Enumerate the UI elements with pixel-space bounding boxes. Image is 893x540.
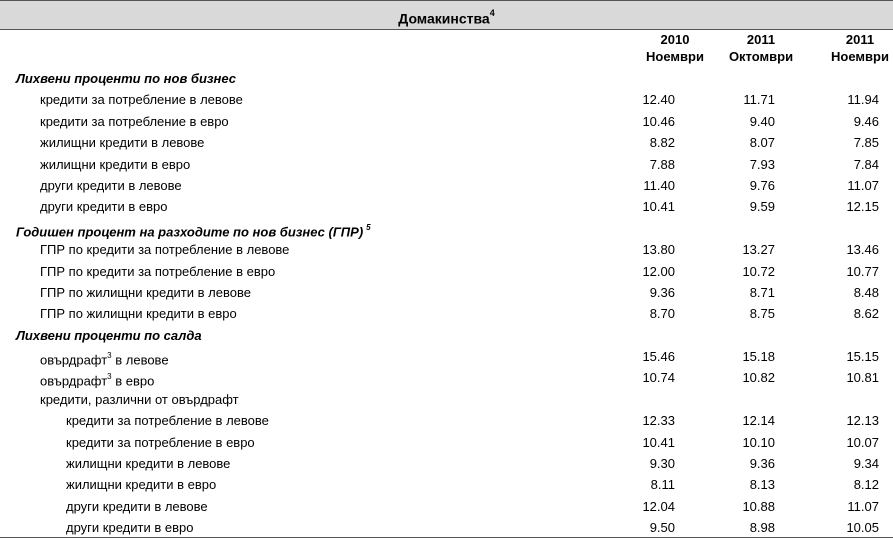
section-title-text: Годишен процент на разходите по нов бизнес (ГПР) (16, 224, 364, 240)
row-value-col-2: 9.59 (749, 199, 775, 215)
row-value-col-1: 9.50 (649, 520, 675, 536)
row-label (40, 89, 243, 110)
row-label (66, 517, 193, 538)
row-value-col-2: 13.27 (742, 242, 775, 258)
row-label (40, 389, 239, 410)
table-row (0, 303, 893, 324)
row-label (66, 410, 269, 431)
column-month: Ноември (831, 49, 889, 64)
row-label-text: жилищни кредити в евро (66, 477, 217, 493)
row-value-col-3: 11.94 (847, 92, 879, 108)
row-label (66, 496, 208, 517)
row-value-col-3: 15.15 (846, 349, 879, 365)
column-header-2011-november (815, 31, 893, 65)
row-value-col-2: 9.36 (749, 456, 775, 472)
row-value-col-1: 10.41 (642, 199, 675, 215)
row-label-text: други кредити в евро (40, 199, 168, 215)
column-header-2010-november (630, 31, 720, 65)
row-label-text: ГПР по жилищни кредити в евро (40, 306, 237, 322)
row-label-text: кредити за потребление в левове (40, 92, 243, 108)
table-row (0, 261, 893, 282)
row-value-col-1: 9.36 (649, 284, 675, 300)
table-row (0, 346, 893, 367)
row-label-text: кредити за потребление в левове (66, 413, 269, 429)
row-label-text: други кредити в левове (66, 498, 208, 514)
row-value-col-3: 10.81 (846, 370, 879, 386)
row-label (40, 196, 167, 217)
table-row (0, 410, 893, 431)
column-year: 2010 (660, 32, 690, 47)
row-value-col-2: 10.82 (742, 370, 775, 386)
table-title-footnote: 4 (489, 8, 495, 18)
row-value-col-1: 8.70 (649, 306, 675, 322)
row-value-col-2: 8.07 (749, 135, 775, 151)
row-label (40, 303, 237, 324)
row-value-col-3: 10.77 (846, 263, 879, 279)
row-label-text: жилищни кредити в левове (40, 135, 205, 151)
row-value-col-1: 11.40 (643, 177, 675, 193)
section-title (16, 325, 202, 346)
table-bottom-rule (0, 537, 893, 538)
row-label-text: други кредити в евро (66, 520, 194, 536)
row-label (40, 261, 275, 282)
row-value-col-3: 12.13 (846, 413, 879, 429)
column-year: 2011 (845, 32, 875, 47)
section-header-row (0, 325, 893, 346)
table-row (0, 432, 893, 453)
row-label-text: ГПР по жилищни кредити в левове (40, 284, 251, 300)
row-value-col-1: 9.30 (649, 456, 675, 472)
row-value-col-3: 10.07 (846, 434, 879, 450)
row-label-text: кредити, различни от овърдрафт (40, 391, 239, 407)
row-label (40, 132, 204, 153)
table-row (0, 89, 893, 110)
table-row (0, 474, 893, 495)
table-body (0, 68, 893, 539)
row-value-col-2: 8.13 (749, 477, 775, 493)
row-value-col-2: 10.88 (742, 498, 775, 514)
row-footnote: 3 (107, 372, 112, 382)
row-value-col-2: 10.10 (742, 434, 775, 450)
row-value-col-3: 9.46 (853, 113, 879, 129)
row-value-col-2: 15.18 (742, 349, 775, 365)
row-value-col-1: 13.80 (642, 242, 675, 258)
table-row (0, 132, 893, 153)
row-label-text: ГПР по кредити за потребление в левове (40, 242, 290, 258)
table-row (0, 196, 893, 217)
row-value-col-2: 9.40 (749, 113, 775, 129)
table-row (0, 496, 893, 517)
row-label-tail: в евро (111, 373, 155, 389)
row-label-text: ГПР по кредити за потребление в евро (40, 263, 276, 279)
row-value-col-2: 8.75 (749, 306, 775, 322)
table-row (0, 154, 893, 175)
row-value-col-1: 10.41 (642, 434, 675, 450)
row-label (66, 453, 230, 474)
row-value-col-1: 10.74 (642, 370, 675, 386)
row-value-col-3: 11.07 (847, 498, 879, 514)
row-label (40, 175, 182, 196)
row-value-col-1: 8.11 (650, 477, 675, 493)
section-header-row (0, 68, 893, 89)
column-month: Октомври (728, 49, 794, 64)
row-label (66, 474, 216, 495)
row-label (40, 111, 229, 132)
table-title (0, 0, 893, 30)
table-row (0, 367, 893, 388)
row-value-col-2: 8.71 (749, 284, 775, 300)
row-value-col-2: 9.76 (749, 177, 775, 193)
row-value-col-2: 11.71 (743, 92, 775, 108)
row-value-col-1: 7.88 (649, 156, 675, 172)
table-row (0, 282, 893, 303)
table-title-text: Домакинства (398, 10, 490, 27)
section-title-text: Лихвени проценти по салда (16, 327, 202, 343)
row-value-col-3: 8.62 (853, 306, 879, 322)
section-title (16, 68, 236, 89)
table-row (0, 175, 893, 196)
row-value-col-1: 12.04 (642, 498, 675, 514)
row-value-col-3: 12.15 (846, 199, 879, 215)
row-value-col-1: 15.46 (642, 349, 675, 365)
row-value-col-2: 12.14 (742, 413, 775, 429)
row-value-col-3: 10.05 (846, 520, 879, 536)
row-label (40, 239, 289, 260)
row-value-col-2: 10.72 (742, 263, 775, 279)
row-value-col-1: 10.46 (642, 113, 675, 129)
row-value-col-1: 12.00 (642, 263, 675, 279)
row-label-text: други кредити в левове (40, 177, 182, 193)
table-row (0, 111, 893, 132)
section-header-row (0, 218, 893, 239)
column-header-2011-october (716, 31, 806, 65)
section-title-text: Лихвени проценти по нов бизнес (16, 71, 237, 86)
row-value-col-3: 11.07 (847, 177, 879, 193)
row-footnote: 3 (107, 351, 112, 361)
row-value-col-1: 12.33 (642, 413, 675, 429)
column-year: 2011 (746, 32, 776, 47)
row-label-text: жилищни кредити в евро (40, 156, 191, 172)
row-label-tail: в левове (111, 352, 169, 368)
row-label-text: жилищни кредити в левове (66, 456, 231, 472)
column-month: Ноември (646, 49, 704, 64)
row-label-text: овърдрафт (40, 352, 108, 368)
row-value-col-3: 7.84 (853, 156, 879, 172)
row-label (40, 154, 190, 175)
row-value-col-2: 8.98 (749, 520, 775, 536)
row-label-text: кредити за потребление в евро (66, 434, 255, 450)
row-value-col-2: 7.93 (749, 156, 775, 172)
row-label (66, 432, 255, 453)
row-value-col-3: 7.85 (853, 135, 879, 151)
row-label-text: овърдрафт (40, 373, 108, 389)
table-row (0, 239, 893, 260)
table-row (0, 453, 893, 474)
row-value-col-3: 9.34 (853, 456, 879, 472)
row-value-col-3: 8.12 (853, 477, 879, 493)
row-label (40, 282, 251, 303)
table-row (0, 517, 893, 538)
row-label-text: кредити за потребление в евро (40, 113, 229, 129)
row-value-col-1: 12.40 (642, 92, 675, 108)
table-row (0, 389, 893, 410)
section-footnote: 5 (366, 222, 371, 232)
row-value-col-3: 13.46 (846, 242, 879, 258)
row-value-col-1: 8.82 (649, 135, 675, 151)
row-value-col-3: 8.48 (853, 284, 879, 300)
